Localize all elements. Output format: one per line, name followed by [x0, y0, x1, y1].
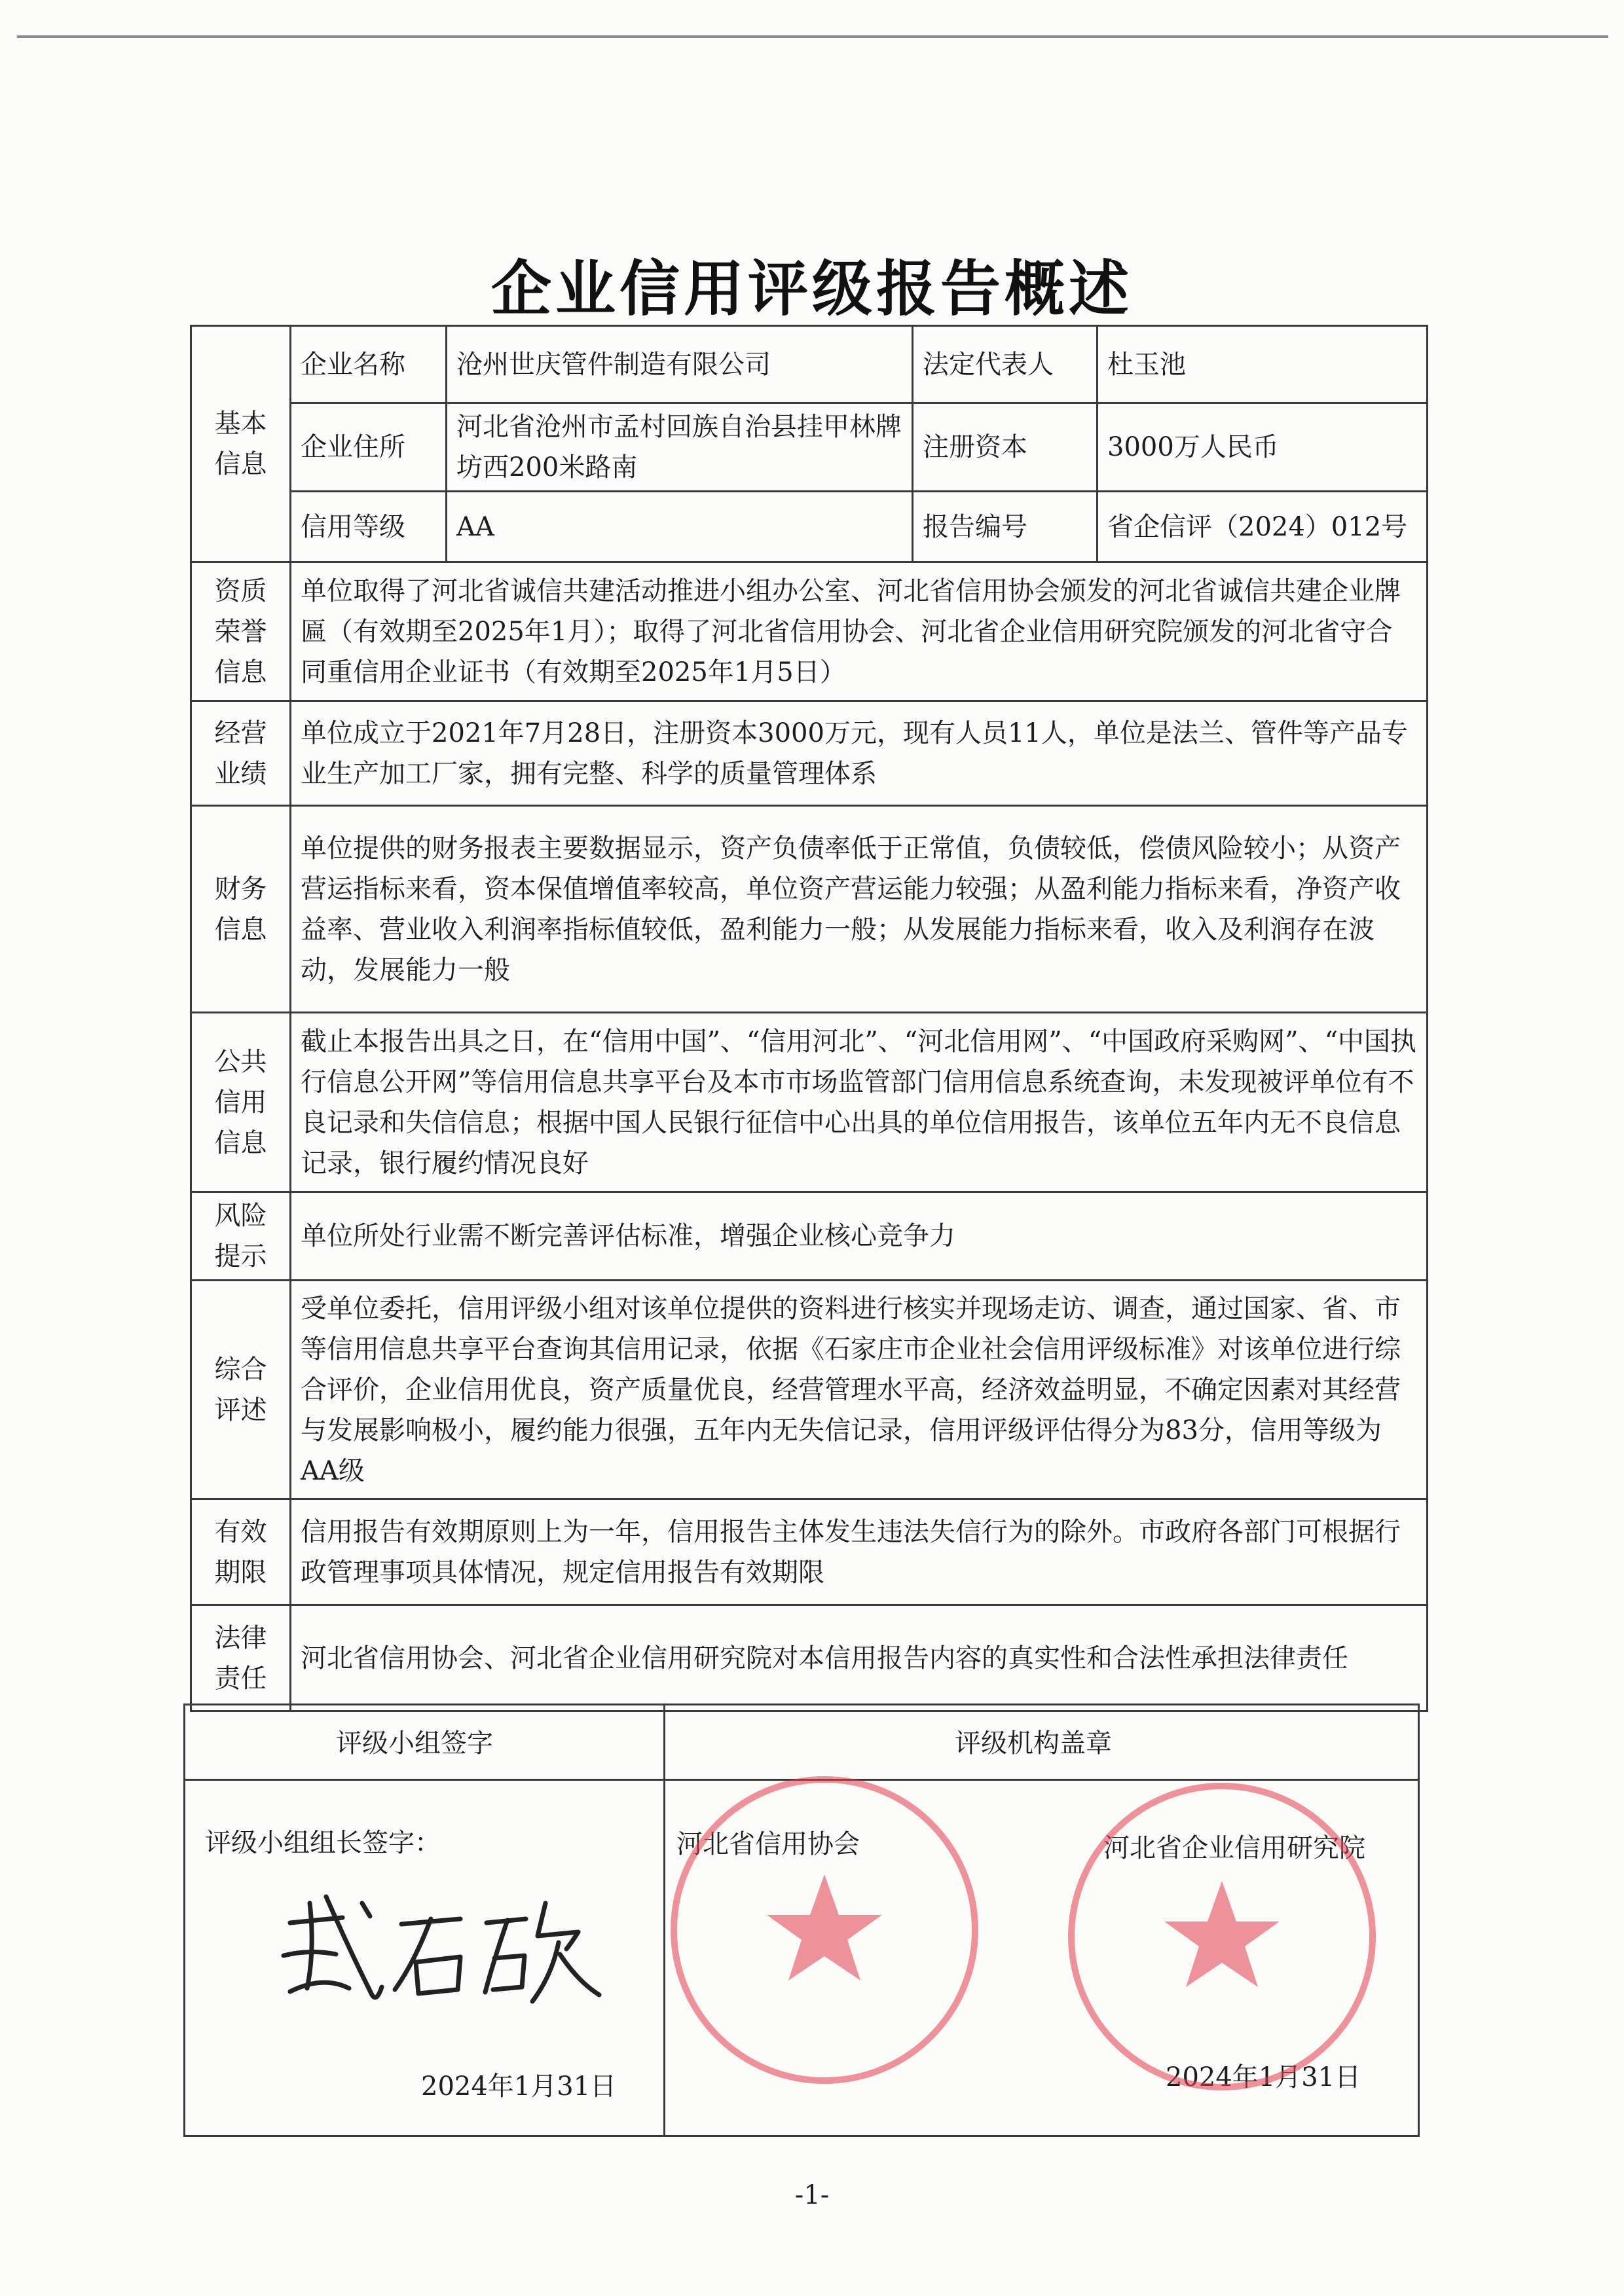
- org1-name: 河北省信用协会: [676, 1829, 860, 1859]
- legal-rep-label: 法定代表人: [913, 326, 1098, 403]
- seal-sign-date: 2024年1月31日: [1166, 2062, 1361, 2092]
- section-text-legal: 河北省信用协会、河北省企业信用研究院对本信用报告内容的真实性和合法性承担法律责任: [291, 1605, 1428, 1711]
- section-text-validity: 信用报告有效期原则上为一年，信用报告主体发生违法失信行为的除外。市政府各部门可根据行政管理事项具体情况，规定信用报告有效期限: [291, 1499, 1428, 1605]
- report-table: [190, 325, 1428, 1712]
- seal-credit-association-image: [671, 1776, 978, 2084]
- capital-label: 注册资本: [913, 403, 1098, 492]
- leader-sign-label: 评级小组组长签字：: [205, 1828, 441, 1858]
- org2-name: 河北省企业信用研究院: [1103, 1833, 1365, 1863]
- section-label-basic: 基本 信息: [191, 326, 291, 562]
- section-text-public-credit: 截止本报告出具之日，在“信用中国”、“信用河北”、“河北信用网”、“中国政府采购网”、“中国执行信息公开网”等信用信息共享平台及本市市场监管部门信用信息系统查询，未发现被评单位有不良记录和失信信息；根据中国人民银行征信中心出具的单位信用报告，该单位五年内无不良信息记录，银行履约情况良好: [291, 1013, 1428, 1192]
- group-sign-date: 2024年1月31日: [421, 2071, 617, 2102]
- section-label-business: 经营 业绩: [191, 701, 291, 806]
- address-value: 河北省沧州市孟村回族自治县挂甲林牌坊西200米路南: [447, 403, 913, 492]
- signature-panel: [183, 1704, 1420, 2137]
- section-label-public-credit: 公共 信用 信息: [191, 1013, 291, 1192]
- section-label-summary: 综合 评述: [191, 1281, 291, 1499]
- section-label-risk: 风险 提示: [191, 1192, 291, 1281]
- scan-border-line: [17, 35, 1608, 38]
- section-text-business: 单位成立于2021年7月28日，注册资本3000万元，现有人员11人，单位是法兰、管件等产品专业生产加工厂家，拥有完整、科学的质量管理体系: [291, 701, 1428, 806]
- seal-header: 评级机构盖章: [955, 1728, 1112, 1758]
- report-no-label: 报告编号: [913, 492, 1098, 562]
- group-signature-header: 评级小组签字: [336, 1728, 493, 1758]
- legal-rep-value: 杜玉池: [1098, 326, 1428, 403]
- company-name-label: 企业名称: [291, 326, 447, 403]
- report-no-value: 省企信评（2024）012号: [1098, 492, 1428, 562]
- rating-label: 信用等级: [291, 492, 447, 562]
- company-name-value: 沧州世庆管件制造有限公司: [447, 326, 913, 403]
- handwritten-signature-image: [264, 1877, 604, 2021]
- panel-divider-vertical: [663, 1705, 665, 2135]
- section-label-finance: 财务 信息: [191, 806, 291, 1013]
- address-label: 企业住所: [291, 403, 447, 492]
- section-label-validity: 有效 期限: [191, 1499, 291, 1605]
- section-label-legal: 法律 责任: [191, 1605, 291, 1711]
- section-text-qualification: 单位取得了河北省诚信共建活动推进小组办公室、河北省信用协会颁发的河北省诚信共建企业牌匾（有效期至2025年1月）；取得了河北省信用协会、河北省企业信用研究院颁发的河北省守合同重信用企业证书（有效期至2025年1月5日）: [291, 562, 1428, 701]
- page-title: 企业信用评级报告概述: [490, 254, 1133, 324]
- seal-credit-institute-image: [1068, 1783, 1376, 2090]
- section-label-qualification: 资质 荣誉 信息: [191, 562, 291, 701]
- page-number: -1-: [794, 2180, 830, 2210]
- section-text-summary: 受单位委托，信用评级小组对该单位提供的资料进行核实并现场走访、调查，通过国家、省、市等信用信息共享平台查询其信用记录，依据《石家庄市企业社会信用评级标准》对该单位进行综合评价，企业信用优良，资产质量优良，经营管理水平高，经济效益明显，不确定因素对其经营与发展影响极小，履约能力很强，五年内无失信记录，信用评级评估得分为83分，信用等级为AA级: [291, 1281, 1428, 1499]
- rating-value: AA: [447, 492, 913, 562]
- section-text-risk: 单位所处行业需不断完善评估标准，增强企业核心竞争力: [291, 1192, 1428, 1281]
- section-text-finance: 单位提供的财务报表主要数据显示，资产负债率低于正常值，负债较低，偿债风险较小；从资产营运指标来看，资本保值增值率较高，单位资产营运能力较强；从盈利能力指标来看，净资产收益率、营业收入利润率指标值较低，盈利能力一般；从发展能力指标来看，收入及利润存在波动，发展能力一般: [291, 806, 1428, 1013]
- capital-value: 3000万人民币: [1098, 403, 1428, 492]
